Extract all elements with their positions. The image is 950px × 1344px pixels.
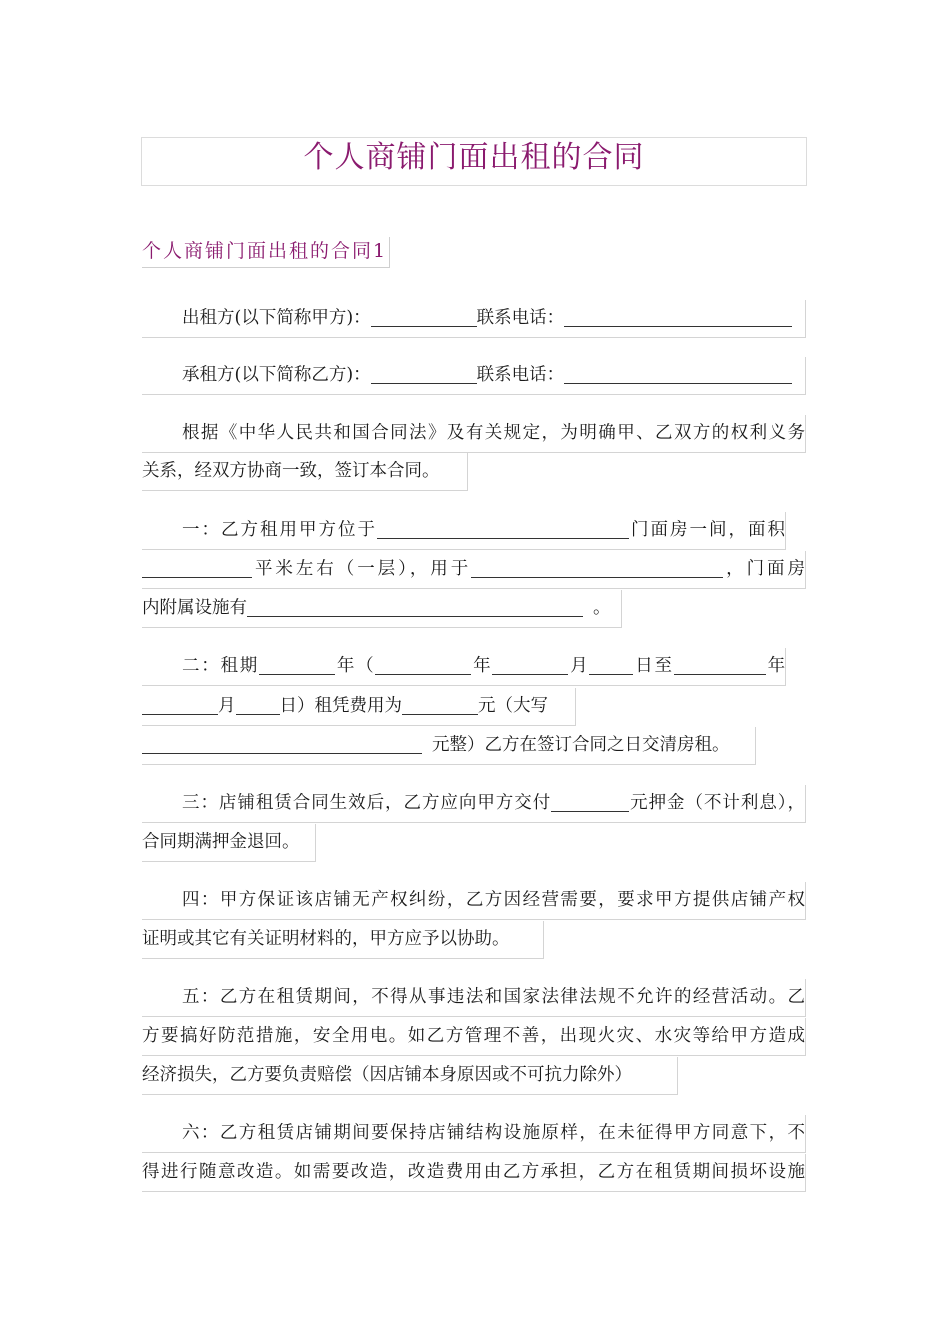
clause2-text-c: 年 bbox=[471, 656, 493, 676]
clause2-line-2 bbox=[142, 688, 576, 726]
clause2-text-i: 元（大写 bbox=[478, 696, 548, 716]
lessee-name-blank[interactable] bbox=[371, 361, 477, 384]
clause3-line-1 bbox=[142, 785, 806, 823]
lessee-phone-blank[interactable] bbox=[564, 361, 792, 384]
clause2-text-f: 年 bbox=[765, 656, 786, 676]
clause1-location-blank[interactable] bbox=[377, 516, 629, 539]
lessor-phone-blank[interactable] bbox=[564, 304, 792, 327]
clause2-text-j: 元整）乙方在签订合同之日交清房租。 bbox=[432, 735, 730, 755]
clause5-line-1: 五：乙方在租赁期间，不得从事违法和国家法律法规不允许的经营活动。乙 bbox=[142, 979, 806, 1017]
lessee-label: 承租方(以下简称乙方)： bbox=[182, 365, 371, 385]
clause2-start-year-blank[interactable] bbox=[375, 652, 471, 675]
clause1-text-e: 内附属设施有 bbox=[142, 598, 247, 618]
clause1-line-3 bbox=[142, 590, 622, 628]
clause2-line-1 bbox=[142, 648, 786, 686]
clause2-end-month-blank[interactable] bbox=[142, 692, 218, 715]
clause2-end-year-blank[interactable] bbox=[674, 652, 766, 675]
clause1-facilities-blank[interactable] bbox=[247, 594, 583, 617]
lessee-line bbox=[142, 357, 806, 395]
clause2-line-3 bbox=[142, 727, 756, 765]
clause1-text-d: ，门面房 bbox=[723, 559, 805, 579]
lessor-label: 出租方(以下简称甲方)： bbox=[182, 308, 371, 328]
clause2-start-month-blank[interactable] bbox=[492, 652, 568, 675]
document-title-box bbox=[141, 137, 807, 186]
clause3-line-2: 合同期满押金退回。 bbox=[142, 824, 316, 862]
lessor-phone-label: 联系电话： bbox=[476, 308, 565, 328]
clause2-text-a: 二：租期 bbox=[182, 656, 260, 676]
clause2-text-g: 月 bbox=[218, 696, 236, 716]
document-title: 个人商铺门面出租的合同 bbox=[303, 140, 645, 175]
clause3-text-b: 元押金（不计利息）， bbox=[629, 793, 806, 813]
clause2-text-b: 年（ bbox=[335, 656, 376, 676]
intro-line-2: 关系，经双方协商一致，签订本合同。 bbox=[142, 453, 468, 491]
clause6-line-1: 六：乙方租赁店铺期间要保持店铺结构设施原样，在未征得甲方同意下，不 bbox=[142, 1115, 806, 1153]
contract-subtitle: 个人商铺门面出租的合同1 bbox=[142, 237, 390, 268]
clause3-deposit-blank[interactable] bbox=[551, 789, 629, 812]
clause2-text-h: 日）租凭费用为 bbox=[279, 696, 402, 716]
lessor-line bbox=[142, 300, 806, 338]
clause2-start-day-blank[interactable] bbox=[589, 652, 633, 675]
clause2-text-e: 日至 bbox=[633, 656, 674, 676]
intro-line-1: 根据《中华人民共和国合同法》及有关规定，为明确甲、乙双方的权利义务 bbox=[142, 415, 806, 453]
clause3-text-a: 三：店铺租赁合同生效后，乙方应向甲方交付 bbox=[182, 793, 552, 813]
lessee-phone-label: 联系电话： bbox=[476, 365, 565, 385]
clause2-rent-uppercase-blank[interactable] bbox=[142, 731, 422, 754]
clause4-line-1: 四：甲方保证该店铺无产权纠纷，乙方因经营需要，要求甲方提供店铺产权 bbox=[142, 882, 806, 920]
clause1-line-2 bbox=[142, 551, 806, 589]
clause5-line-2: 方要搞好防范措施，安全用电。如乙方管理不善，出现火灾、水灾等给甲方造成 bbox=[142, 1018, 806, 1056]
clause4-line-2: 证明或其它有关证明材料的，甲方应予以协助。 bbox=[142, 921, 544, 959]
clause2-term-years-blank[interactable] bbox=[259, 652, 335, 675]
clause2-end-day-blank[interactable] bbox=[236, 692, 280, 715]
clause5-line-3: 经济损失，乙方要负责赔偿（因店铺本身原因或不可抗力除外） bbox=[142, 1057, 678, 1095]
clause2-rent-amount-blank[interactable] bbox=[402, 692, 478, 715]
clause1-area-blank[interactable] bbox=[142, 555, 252, 578]
clause1-text-f: 。 bbox=[593, 598, 611, 618]
clause1-line-1 bbox=[142, 512, 786, 550]
clause1-text-b: 门面房一间，面积 bbox=[629, 520, 785, 540]
clause1-usage-blank[interactable] bbox=[471, 555, 723, 578]
clause2-text-d: 月 bbox=[568, 656, 590, 676]
clause1-text-a: 一：乙方租用甲方位于 bbox=[182, 520, 377, 540]
clause1-text-c: 平米左右（一层），用于 bbox=[252, 559, 472, 579]
clause6-line-2: 得进行随意改造。如需要改造，改造费用由乙方承担，乙方在租赁期间损坏设施 bbox=[142, 1154, 806, 1192]
lessor-name-blank[interactable] bbox=[371, 304, 477, 327]
